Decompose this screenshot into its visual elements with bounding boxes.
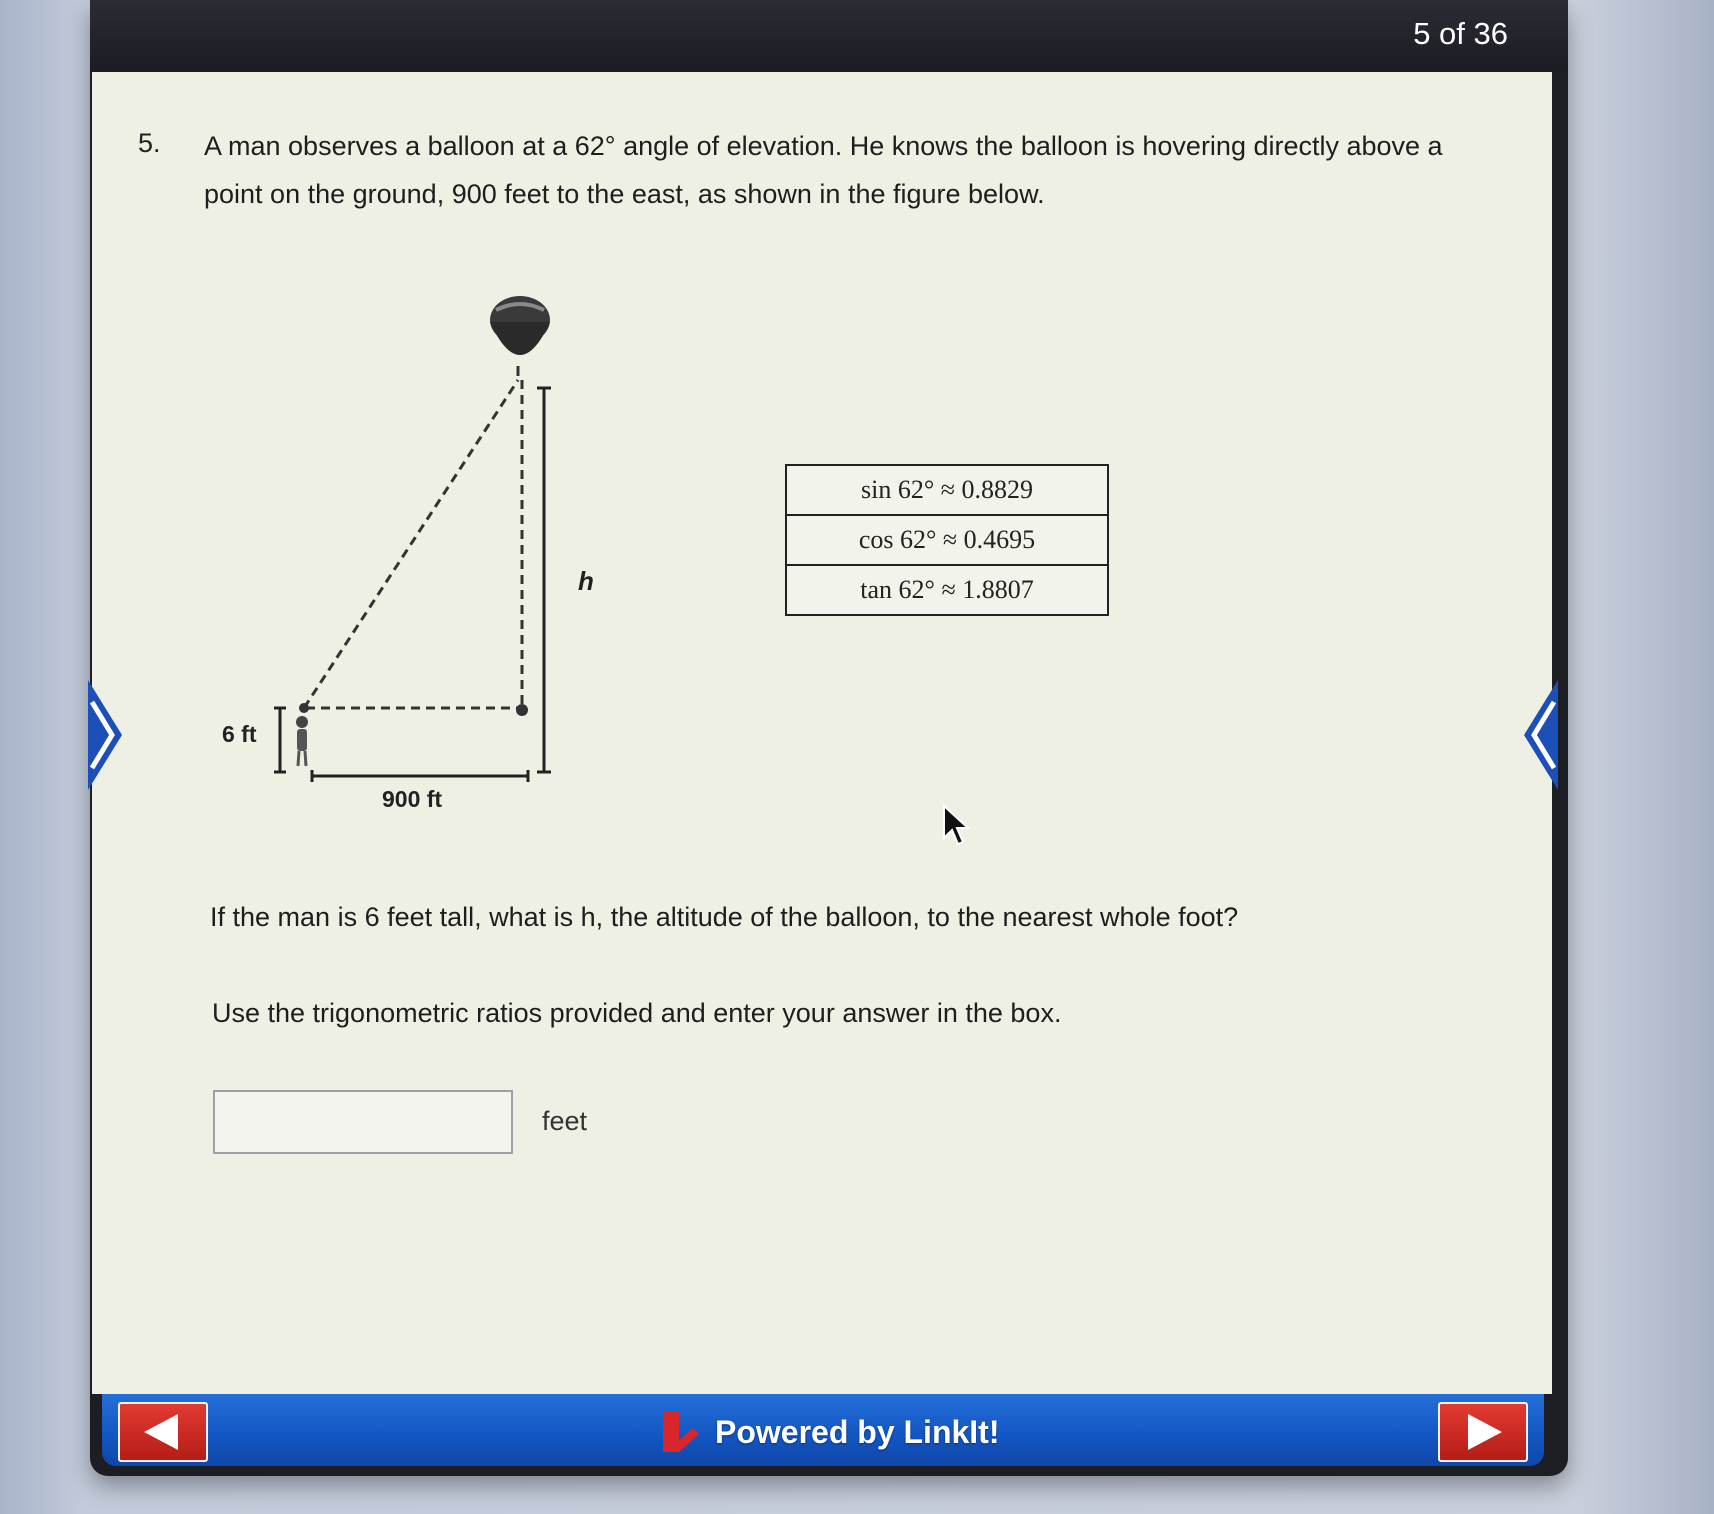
- left-side-tab-icon[interactable]: [88, 680, 128, 790]
- top-bar: [90, 0, 1568, 72]
- right-arrow-icon: [1440, 1404, 1526, 1460]
- app-frame: [90, 0, 1568, 1476]
- distance-label: 900 ft: [382, 786, 443, 812]
- balloon-icon: [490, 296, 550, 376]
- page-counter: 5 of 36: [1413, 16, 1508, 51]
- tan-ratio: tan 62° ≈ 1.8807: [786, 565, 1108, 615]
- man-height-bracket: [274, 708, 286, 772]
- man-height-label: 6 ft: [222, 721, 257, 747]
- table-row: [786, 565, 1108, 615]
- right-side-tab-icon[interactable]: [1518, 680, 1558, 790]
- distance-bracket: [312, 770, 528, 782]
- powered-by-text: Powered by LinkIt!: [715, 1413, 1000, 1450]
- cos-ratio: cos 62° ≈ 0.4695: [786, 515, 1108, 565]
- table-row: [786, 465, 1108, 515]
- man-icon: [296, 716, 308, 766]
- trig-ratio-table: [785, 464, 1109, 616]
- linkit-logo-icon: [657, 1410, 703, 1454]
- question-text: A man observes a balloon at a 62° angle of elevation. He knows the balloon is hovering directly above a point on the ground, 900 feet to the east, as shown in the figure below.: [204, 131, 1443, 209]
- mouse-cursor-icon: [942, 804, 972, 848]
- question-instruction: Use the trigonometric ratios provided and enter your answer in the box.: [212, 998, 1062, 1028]
- question-panel: [92, 72, 1552, 1394]
- answer-unit-label: feet: [542, 1106, 588, 1136]
- left-arrow-icon: [120, 1404, 206, 1460]
- height-bracket: [537, 388, 551, 772]
- powered-by-branding: [657, 1410, 999, 1454]
- previous-button[interactable]: [118, 1402, 208, 1462]
- next-button[interactable]: [1438, 1402, 1528, 1462]
- question-prompt: If the man is 6 feet tall, what is h, the altitude of the balloon, to the nearest whole foot?: [210, 902, 1239, 932]
- footer-bar: [102, 1394, 1544, 1466]
- table-row: [786, 515, 1108, 565]
- answer-input[interactable]: [213, 1090, 513, 1154]
- sin-ratio: sin 62° ≈ 0.8829: [786, 465, 1108, 515]
- height-label: h: [578, 566, 594, 596]
- question-number: 5.: [138, 128, 161, 158]
- line-of-sight: [304, 380, 518, 708]
